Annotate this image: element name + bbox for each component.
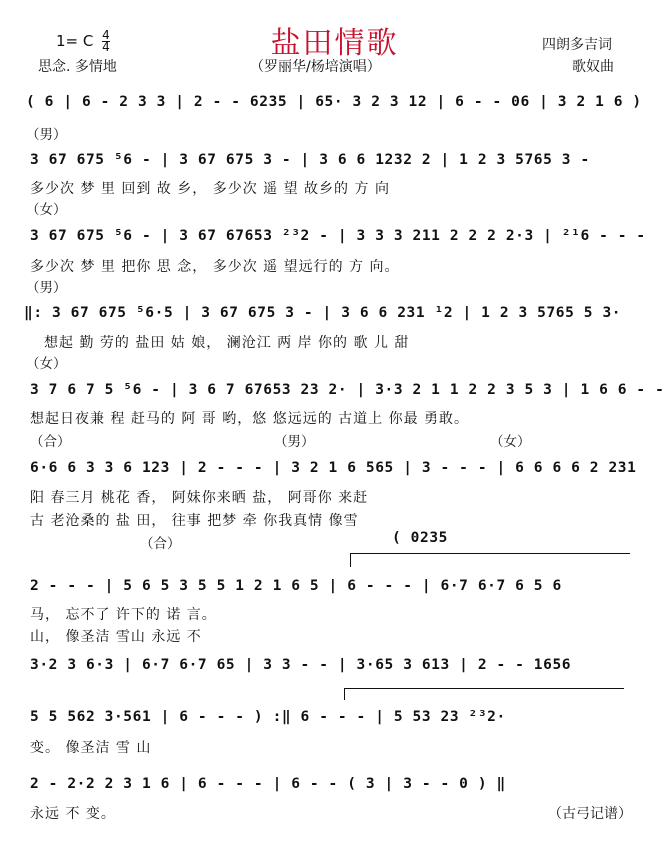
lyric-line-6b: 山， 像圣洁 雪山 永远 不	[30, 629, 202, 645]
lyric-line-9: 永远 不 变。	[30, 806, 116, 822]
performers: （罗丽华/杨培演唱）	[250, 59, 381, 75]
lyric-line-8: 变。 像圣洁 雪 山	[30, 740, 152, 756]
lyric-line-5b: 古 老沧桑的 盐 田， 往事 把梦 牵 你我真情 像雪	[30, 513, 359, 529]
role-label: （男）	[26, 280, 67, 296]
volta-bracket	[344, 688, 345, 700]
score-line-7: 3·2 3 6·3 | 6·7 6·7 65 | 3 3 - - | 3·65 3 613 | 2 - - 1656	[30, 657, 572, 673]
score-line-4: 3 7 6 7 5 ⁵6 - | 3 6 7 67653 23 2· | 3·3 2 1 1 2 2 3 5 3 | 1 6 6 - -	[30, 382, 665, 398]
role-label: （男）	[274, 434, 315, 450]
role-label: （合）	[140, 536, 181, 552]
lyric-line-6a: 马， 忘不了 许下的 诺 言。	[30, 607, 217, 623]
score-line-5: 6·6 6 3 3 6 123 | 2 - - - | 3 2 1 6 565 | 3 - - - | 6 6 6 6 2 231	[30, 460, 637, 476]
song-title: 盐田情歌	[270, 26, 399, 61]
volta-bracket	[350, 553, 630, 554]
score-line-3: ‖: 3 67 675 ⁵6·5 | 3 67 675 3 - | 3 6 6 231 ¹2 | 1 2 3 5765 5 3·	[24, 305, 622, 321]
time-signature: $\frac{4}{4}$	[102, 28, 110, 54]
role-label: （男）	[26, 127, 67, 143]
score-line-6: 2 - - - | 5 6 5 3 5 5 1 2 1 6 5 | 6 - - - | 6·7 6·7 6 5 6	[30, 578, 562, 594]
volta-bracket	[350, 553, 351, 567]
role-label: （女）	[26, 356, 67, 372]
lyric-line-3: 想起 勤 劳的 盐田 姑 娘， 澜沧江 两 岸 你的 歌 儿 甜	[44, 335, 410, 351]
role-label: （女）	[26, 202, 67, 218]
lyric-line-5a: 阳 春三月 桃花 香， 阿妹你来晒 盐， 阿哥你 来赶	[30, 490, 369, 506]
lyric-line-2: 多少次 梦 里 把你 思 念， 多少次 遥 望远行的 方 向。	[30, 259, 400, 275]
lyric-line-1: 多少次 梦 里 回到 故 乡， 多少次 遥 望 故乡的 方 向	[30, 181, 390, 197]
transcriber-credit: （古弓记谱）	[548, 806, 632, 822]
lyricist: 四朗多吉词	[542, 37, 612, 53]
role-label: （合）	[30, 434, 71, 450]
score-line-2: 3 67 675 ⁵6 - | 3 67 67653 ²³2 - | 3 3 3 211 2 2 2 2·3 | ²¹6 - - -	[30, 228, 646, 244]
tempo-mood: 思念. 多情地	[38, 59, 117, 75]
score-bracket-intro: ( 0235	[392, 530, 448, 546]
score-line-intro: ( 6 | 6 - 2 3 3 | 2 - - 6235 | 65· 3 2 3 12 | 6 - - 06 | 3 2 1 6 )	[26, 94, 642, 110]
role-label: （女）	[490, 434, 531, 450]
score-line-8: 5 5 562 3·561 | 6 - - - ) :‖ 6 - - - | 5 53 23 ²³2·	[30, 709, 506, 725]
score-line-9: 2 - 2·2 2 3 1 6 | 6 - - - | 6 - - ( 3 | 3 - - 0 ) ‖	[30, 776, 506, 792]
key-signature: 1= C $\frac{4}{4}$	[56, 28, 110, 54]
score-line-1: 3 67 675 ⁵6 - | 3 67 675 3 - | 3 6 6 1232 2 | 1 2 3 5765 3 -	[30, 152, 590, 168]
volta-bracket	[344, 688, 624, 689]
composer: 歌奴曲	[572, 59, 614, 75]
lyric-line-4: 想起日夜兼 程 赶马的 阿 哥 哟，悠 悠远远的 古道上 你最 勇敢。	[30, 411, 470, 427]
